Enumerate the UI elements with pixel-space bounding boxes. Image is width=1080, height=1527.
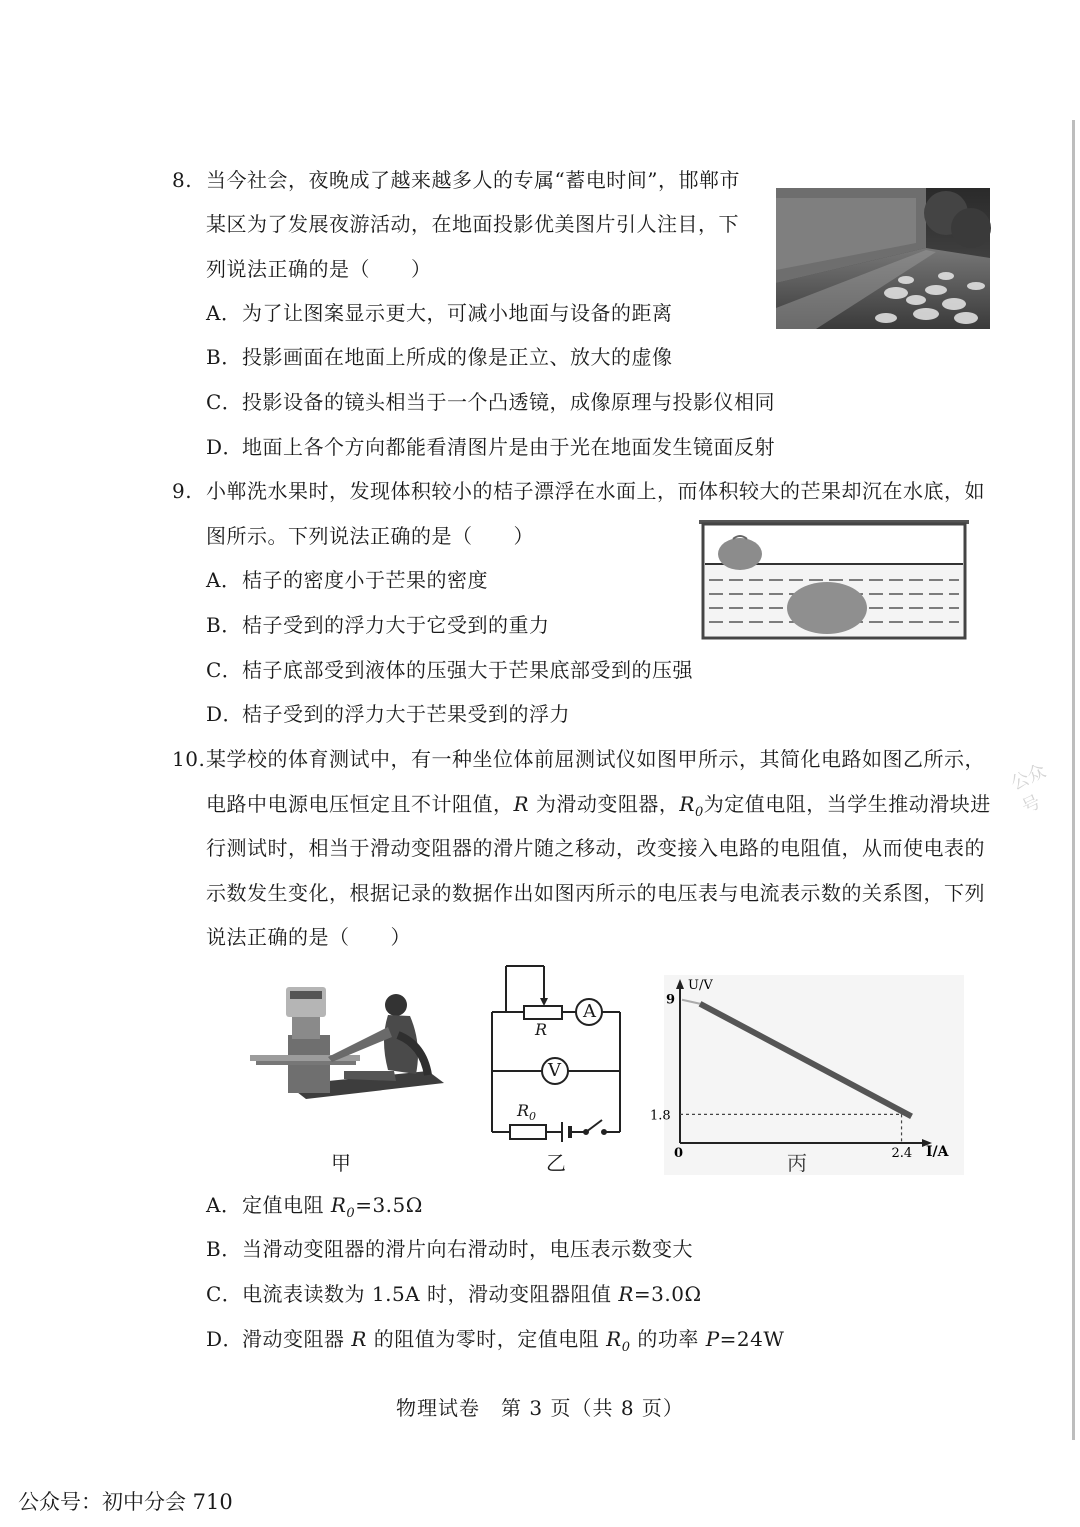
fixed-resistor-r0 (510, 1125, 546, 1139)
q9-option-b: B．桔子受到的浮力大于它受到的重力 (206, 613, 550, 637)
q10-option-d: D．滑动变阻器 R 的阻值为零时，定值电阻 $R_0$ 的功率 P=24W (206, 1327, 785, 1355)
q10-line-3: 行测试时，相当于滑动变阻器的滑片随之移动，改变接入电路的电阻值，从而使电表的 (206, 836, 985, 860)
u-i-chart (650, 975, 964, 1175)
q9-number: 9. (172, 479, 193, 503)
caption-yi: 乙 (546, 1151, 566, 1175)
x-tick-2-4: 2.4 (891, 1146, 913, 1161)
water-tank-figure (697, 514, 973, 642)
y-axis-label: U/V (688, 978, 713, 993)
q8-line-3: 列说法正确的是（ ） (206, 257, 432, 281)
q8-option-b: B．投影画面在地面上所成的像是正立、放大的虚像 (206, 345, 673, 369)
caption-bing: 丙 (787, 1151, 807, 1175)
q10-line-4: 示数发生变化，根据记录的数据作出如图丙所示的电压表与电流表示数的关系图，下列 (206, 881, 985, 905)
x-tick-0: 0 (674, 1146, 684, 1161)
q9-line-2: 图所示。下列说法正确的是（ ） (206, 524, 534, 548)
q8-line-2: 某区为了发展夜游活动，在地面投影优美图片引人注目，下 (206, 212, 739, 236)
r0-label: $R_0$ (517, 1101, 537, 1124)
rheostat-r (524, 1006, 562, 1019)
q9-line-1: 9. 小郸洗水果时，发现体积较小的桔子漂浮在水面上，而体积较大的芒果却沉在水底，如 (172, 479, 985, 503)
q8-option-d: D．地面上各个方向都能看清图片是由于光在地面发生镜面反射 (206, 435, 775, 459)
circuit-diagram (486, 962, 626, 1142)
q10-line-5: 说法正确的是（ ） (206, 925, 411, 949)
account-watermark: 公众号：初中分会 710 (18, 1490, 233, 1514)
q8-option-a: A．为了让图案显示更大，可减小地面与设备的距离 (206, 301, 673, 325)
q10-option-b: B．当滑动变阻器的滑片向右滑动时，电压表示数变大 (206, 1237, 693, 1261)
night-projection-photo (776, 188, 990, 329)
q10-option-a: A．定值电阻 $R_0=3.5\Omega$ (206, 1193, 423, 1221)
q10-option-c: C．电流表读数为 1.5A 时，滑动变阻器阻值 R=3.0Ω (206, 1282, 702, 1306)
caption-jia: 甲 (331, 1151, 351, 1175)
q9-option-c: C．桔子底部受到液体的压强大于芒果底部受到的压强 (206, 658, 693, 682)
x-axis-label: I/A (926, 1144, 949, 1160)
y-tick-1-8: 1.8 (650, 1108, 671, 1124)
orange-fruit (718, 538, 762, 570)
mango-fruit (787, 582, 867, 634)
page-edge (1072, 120, 1075, 1440)
q10-number: 10. (172, 747, 206, 771)
q8-line-1: 8. 当今社会，夜晚成了越来越多人的专属“蓄电时间”，邯郸市 (172, 168, 740, 192)
q8-number: 8. (172, 168, 193, 192)
voltmeter-label: V (548, 1060, 561, 1081)
q9-option-a: A．桔子的密度小于芒果的密度 (206, 568, 488, 592)
page-footer: 物理试卷 第 3 页（共 8 页） (396, 1396, 684, 1420)
corner-watermark: 公众号 (1007, 760, 1050, 819)
sit-and-reach-device-photo (248, 975, 448, 1110)
q8-option-c: C．投影设备的镜头相当于一个凸透镜，成像原理与投影仪相同 (206, 390, 775, 414)
q10-line-1: 10.某学校的体育测试中，有一种坐位体前屈测试仪如图甲所示，其简化电路如图乙所示， (172, 747, 985, 771)
rheostat-label: R (535, 1020, 548, 1039)
ammeter-label: A (583, 1001, 596, 1022)
q9-option-d: D．桔子受到的浮力大于芒果受到的浮力 (206, 702, 570, 726)
y-tick-9: 9 (666, 992, 676, 1008)
q10-line-2: 电路中电源电压恒定且不计阻值，R 为滑动变阻器，$R_0$为定值电阻，当学生推动滑块进 (206, 792, 991, 820)
